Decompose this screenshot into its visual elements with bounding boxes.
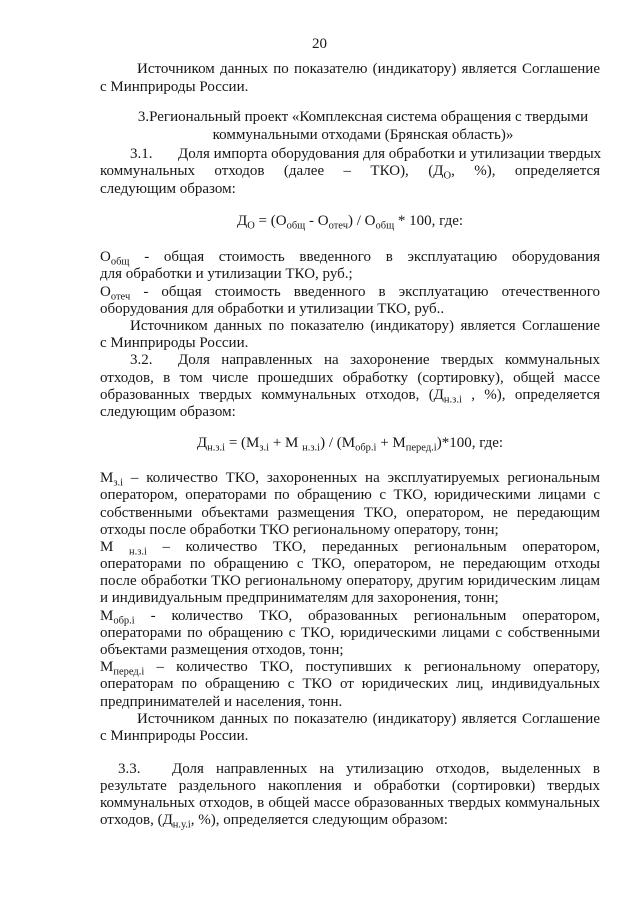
heading-line: 3.Региональный проект «Комплексная система обращения с твердыми — [137, 109, 589, 126]
text-segment: Доля направленных на утилизацию отходов, выделенных в — [172, 760, 600, 777]
indicator-number: 3.1. — [130, 146, 153, 163]
definitions-3-2 — [100, 470, 600, 711]
indicator-line: результате раздельного накопления и обработки (сортировки) твердых — [100, 778, 600, 795]
subscript: общ — [375, 220, 395, 232]
text-segment: Д — [236, 213, 248, 230]
definition-line: оборудования для обработки и утилизации ТКО, руб.. — [100, 300, 445, 317]
source-3-2 — [100, 711, 600, 745]
paragraph-line: Источником данных по показателю (индикатору) является Соглашение — [130, 318, 600, 335]
text-segment: ) / (М — [320, 435, 356, 452]
formula-line — [100, 435, 600, 452]
subscript: О — [247, 220, 255, 232]
formula-line — [100, 213, 600, 230]
definition-line — [100, 284, 600, 301]
definition-line — [100, 470, 600, 487]
definition-line: объектами размещения отходов, тонн; — [100, 642, 344, 658]
subscript: перед.i — [113, 666, 145, 678]
text-segment: коммунальных отходов (далее – ТКО), (Д — [100, 163, 444, 180]
subscript: н.з.i — [128, 546, 147, 558]
document-page — [100, 61, 600, 829]
definition-line: предпринимателей и населения, тонн. — [100, 693, 343, 710]
indicator-line: следующим образом: — [100, 403, 236, 420]
indicator-line — [100, 146, 600, 163]
subscript: общ — [110, 256, 130, 268]
subscript: отеч — [110, 291, 131, 302]
text-segment: – количество ТКО, поступивших к региональному оператору, — [144, 659, 600, 676]
definition-line: отходы после обработки ТКО региональному оператору, тонн; — [100, 521, 499, 538]
text-segment: = (О — [254, 213, 287, 230]
indicator-3-3 — [100, 761, 600, 830]
indicator-line — [100, 387, 600, 404]
text-segment: О — [100, 249, 111, 266]
definition-line: для обработки и утилизации ТКО, руб.; — [100, 266, 353, 283]
text-segment: - О — [305, 213, 329, 230]
subscript: н.з.i — [207, 442, 226, 454]
indicator-number: 3.2. — [130, 352, 153, 369]
text-segment: - общая стоимость введенного в эксплуатацию оборудования — [129, 249, 600, 266]
text-segment: - общая стоимость введенного в эксплуатацию отечественного — [130, 283, 600, 300]
subscript: н.у.i — [172, 819, 191, 831]
subscript: н.з.i — [302, 442, 321, 454]
indicator-line — [100, 761, 600, 778]
text-segment: образованных твердых коммунальных отходов, (Д — [100, 386, 444, 403]
text-segment: , %), определяется следующим образом: — [190, 812, 448, 829]
text-segment: М — [100, 659, 114, 676]
indicator-line — [100, 352, 600, 369]
text-segment: О — [100, 283, 111, 300]
definition-line: собственными объектами размещения ТКО, оператором, не передающим — [100, 504, 600, 521]
indicator-line — [100, 163, 600, 180]
text-segment: – количество ТКО, захороненных на эксплуатируемых региональным — [123, 470, 600, 487]
source-3-1 — [100, 318, 600, 352]
paragraph-line: с Минприроды России. — [100, 727, 249, 744]
text-segment: + М — [269, 435, 303, 452]
formula-3-1 — [100, 213, 600, 230]
subscript: О — [443, 170, 452, 182]
definition-line: операторами по обращению с ТКО, оператором, не передающим отходы — [100, 556, 600, 573]
text-segment: М — [100, 470, 114, 487]
text-segment: М — [100, 538, 129, 555]
indicator-line: отходов, в том числе прошедших обработку (сортировку), общей массе — [100, 369, 600, 386]
page-number: 20 — [312, 36, 327, 52]
indicator-line: коммунальных отходов, в общей массе образованных твердых коммунальных — [100, 795, 600, 812]
definition-line: и индивидуальным предпринимателям для захоронения, тонн; — [100, 590, 499, 607]
definition-line: оператором, операторами по обращению с ТКО, юридическими лицами с — [100, 487, 600, 504]
text-segment: + М — [376, 435, 406, 452]
definition-line: операторам по обращению с ТКО от юридических лиц, индивидуальных — [100, 676, 600, 693]
indicator-3-1 — [100, 146, 600, 198]
paragraph-line: Источником данных по показателю (индикатору) является Соглашение — [137, 710, 600, 727]
definition-line — [100, 608, 600, 625]
text-segment: , %), определяется — [451, 163, 601, 180]
indicator-3-2 — [100, 352, 600, 421]
text-segment: ) / О — [347, 213, 376, 230]
text-segment: М — [100, 607, 114, 624]
text-segment: – количество ТКО, переданных региональным оператором, — [146, 538, 601, 555]
subscript: обр.i — [355, 442, 377, 454]
definitions-3-1 — [100, 249, 600, 318]
text-segment: * 100, где: — [394, 213, 464, 230]
definition-line — [100, 539, 600, 556]
definition-line: после обработки ТКО региональному оператору, другим юридическим лицам — [100, 573, 600, 590]
project-heading — [100, 109, 600, 143]
paragraph-line: Источником данных по показателю (индикатору) является Соглашение — [137, 61, 600, 78]
indicator-number: 3.3. — [118, 760, 141, 777]
heading-line: коммунальными отходами (Брянская область)» — [212, 126, 514, 143]
text-segment: = (М — [225, 435, 260, 452]
subscript: отеч — [328, 220, 348, 232]
indicator-line: следующим образом: — [100, 180, 236, 197]
definition-line: операторами по обращению с ТКО, юридическими лицами с собственными — [100, 624, 600, 641]
paragraph-line: с Минприроды России. — [100, 78, 249, 95]
formula-3-2 — [100, 435, 600, 452]
intro-source-paragraph — [100, 61, 600, 95]
subscript: общ — [286, 220, 306, 232]
text-segment: Доля импорта оборудования для обработки и утилизации твердых — [178, 146, 602, 163]
definition-line — [100, 659, 600, 676]
paragraph-line: с Минприроды России. — [100, 335, 249, 352]
text-segment: , %), определяется — [461, 386, 600, 403]
subscript: з.i — [259, 442, 270, 454]
subscript: перед.i — [405, 442, 437, 454]
text-segment: - количество ТКО, образованных региональным оператором, — [134, 607, 600, 624]
text-segment: )*100, где: — [436, 435, 504, 452]
definition-line — [100, 249, 600, 266]
text-segment: отходов, (Д — [100, 812, 173, 829]
subscript: з.i — [113, 477, 124, 489]
text-segment: Доля направленных на захоронение твердых коммунальных — [178, 352, 600, 369]
subscript: обр.i — [113, 614, 135, 626]
indicator-line — [100, 812, 600, 829]
text-segment: Д — [196, 435, 208, 452]
subscript: н.з.i — [443, 394, 462, 406]
